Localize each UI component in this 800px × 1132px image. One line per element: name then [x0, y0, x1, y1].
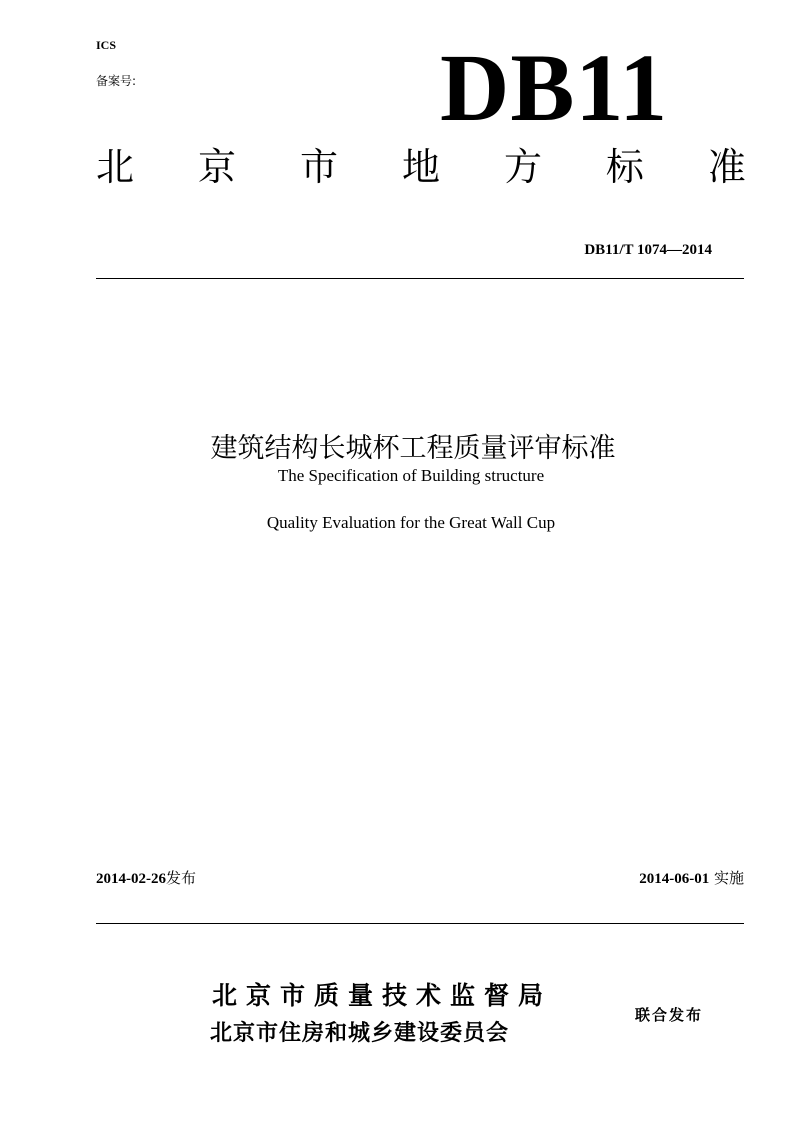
filing-number-label: 备案号:: [96, 74, 137, 88]
issue-date: 2014-02-26: [96, 871, 166, 887]
implement-label: 实施: [713, 869, 744, 887]
standard-type-char: 地: [401, 145, 440, 189]
standard-type-char: 京: [197, 145, 236, 189]
document-title-english-line1: The Specification of Building structure: [277, 466, 545, 485]
standard-type-char: 方: [503, 145, 542, 189]
issuer-housing-commission: 北京市住房和城乡建设委员会: [210, 1021, 510, 1046]
implement-date: 2014-06-01: [639, 871, 710, 887]
standard-type-char: 北: [96, 145, 135, 189]
issuer-quality-bureau: 北京市质量技术监督局: [212, 981, 553, 1010]
issue-date-line: [96, 867, 196, 888]
ics-label: ICS: [96, 38, 117, 52]
db11-logo: DB11: [440, 34, 669, 141]
standard-type-char: 标: [605, 145, 644, 189]
document-title-chinese: 建筑结构长城杯工程质量评审标准: [210, 433, 616, 464]
bottom-divider: [96, 923, 744, 924]
joint-issue-label: 联合发布: [635, 1006, 704, 1024]
standard-number: DB11/T 1074—2014: [584, 242, 712, 258]
standard-type-heading: [96, 142, 746, 192]
standard-type-char: 市: [299, 145, 338, 189]
document-title-english-line2: Quality Evaluation for the Great Wall Cup: [266, 513, 556, 532]
standard-type-char: 准: [707, 145, 746, 189]
top-divider: [96, 278, 744, 279]
implement-date-line: [639, 867, 744, 888]
issue-label: 发布: [166, 869, 197, 887]
